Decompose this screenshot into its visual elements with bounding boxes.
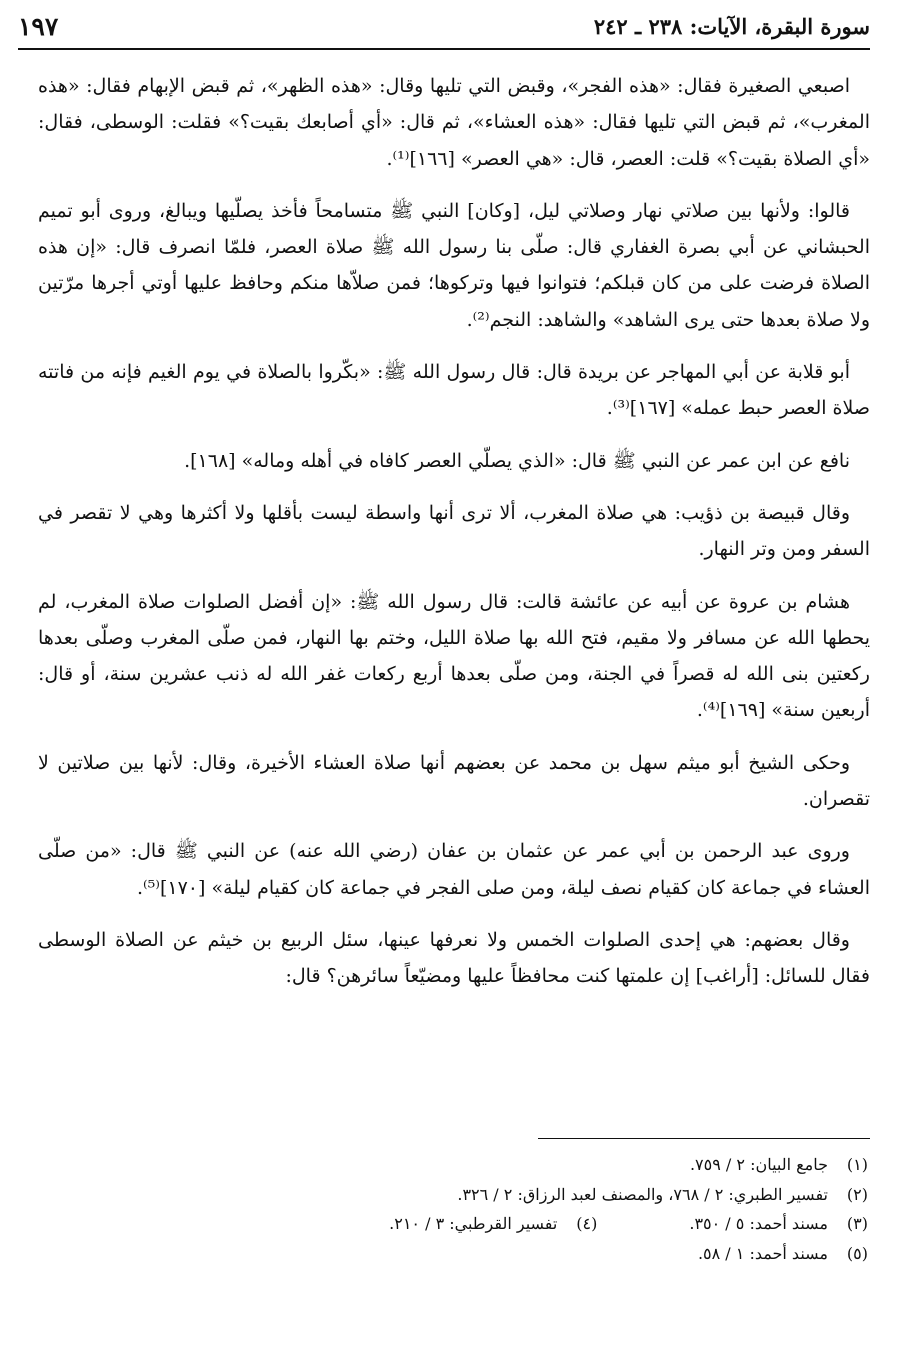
footnote-item xyxy=(38,1239,870,1269)
running-header xyxy=(18,10,870,50)
footnote-number: (٣) xyxy=(846,1214,868,1233)
paragraph: وروى عبد الرحمن بن أبي عمر عن عثمان بن عفان (رضي الله عنه) عن النبي ﷺ قال: «من صلّى العشاء في جماعة كان كقيام نصف ليلة، ومن صلى الفجر في جماعة كان كقيام ليلة» [١٧٠]⁽⁵⁾. xyxy=(38,840,870,899)
footnote-number: (٥) xyxy=(846,1243,868,1263)
footnote-number: (٤) xyxy=(576,1214,598,1233)
footnote-number: (١) xyxy=(846,1155,868,1174)
paragraph: وقال قبيصة بن ذؤيب: هي صلاة المغرب، ألا ترى أنها واسطة ليست بأقلها ولا أكثرها وهي لا تقصر في السفر ومن وتر النهار. xyxy=(38,501,870,561)
footnote-item xyxy=(38,1180,870,1210)
paragraph: هشام بن عروة عن أبيه عن عائشة قالت: قال رسول الله ﷺ: «إن أفضل الصلوات صلاة المغرب، لم يحطها الله عن مسافر ولا مقيم، فتح الله بها صلاة الليل، وختم بها النهار، فمن صلّى المغرب وصلّى بعدها ركعتين بنى الله له قصراً في الجنة، ومن صلّى بعدها أربع ركعات غفر الله له ذنب عشرين سنة، أو قال: أربعين سنة» [١٦٩]⁽⁴⁾. xyxy=(38,590,870,722)
footnote-text: مسند أحمد: ١ / ٥٨. xyxy=(697,1243,828,1263)
footnote-item xyxy=(38,1150,870,1180)
footnote-text: جامع البيان: ٢ / ٧٥٩. xyxy=(689,1155,828,1174)
footnote-text: تفسير القرطبي: ٣ / ٢١٠. xyxy=(389,1214,558,1233)
footnote-separator xyxy=(538,1138,870,1139)
page-number: ١٩٧ xyxy=(18,12,59,41)
paragraph: أبو قلابة عن أبي المهاجر عن بريدة قال: قال رسول الله ﷺ: «بكّروا بالصلاة في يوم الغيم فإنه من فاتته صلاة العصر حبط عمله» [١٦٧]⁽³⁾. xyxy=(38,361,870,420)
footnote-text: تفسير الطبري: ٢ / ٧٦٨، والمصنف لعبد الرزاق: ٢ / ٣٢٦. xyxy=(457,1184,828,1204)
main-text xyxy=(38,68,870,1011)
paragraph: وحكى الشيخ أبو ميثم سهل بن محمد عن بعضهم أنها صلاة العشاء الأخيرة، وقال: لأنها بين صلاتين لا تقصران. xyxy=(38,751,870,811)
header-title: سورة البقرة، الآيات: ٢٣٨ ـ ٢٤٢ xyxy=(593,14,870,39)
paragraph: وقال بعضهم: هي إحدى الصلوات الخمس ولا نعرفها عينها، سئل الربيع بن خيثم عن الصلاة الوسطى فقال للسائل: [أراغب] إن علمتها كنت محافظاً عليها ومضيّعاً سائرهن؟ قال: xyxy=(38,928,870,988)
footnotes xyxy=(38,1150,870,1268)
paragraph: اصبعي الصغيرة فقال: «هذه الفجر»، وقبض التي تليها وقال: «هذه الظهر»، ثم قبض الإبهام فقال: «هذه المغرب»، ثم قبض التي تليها فقال: «هذه العشاء»، ثم قال: «أي أصابعك بقيت؟» فقلت: الوسطى، فقال: «أي الصلاة بقيت؟» قلت: العصر، قال: «هي العصر» [١٦٦]⁽¹⁾. xyxy=(38,75,870,170)
paragraph: نافع عن ابن عمر عن النبي ﷺ قال: «الذي يصلّي العصر كافاه في أهله وماله» [١٦٨]. xyxy=(184,449,850,472)
footnote-item xyxy=(38,1209,870,1239)
footnote-number: (٢) xyxy=(846,1184,868,1204)
footnote-text: مسند أحمد: ٥ / ٣٥٠. xyxy=(689,1214,828,1233)
paragraph: قالوا: ولأنها بين صلاتي نهار وصلاتي ليل، [وكان] النبي ﷺ متسامحاً فأخذ يصلّيها ويبالغ، وروى أبو تميم الحبشاني عن أبي بصرة الغفاري قال: صلّى بنا رسول الله ﷺ صلاة العصر، فلمّا انصرف قال: «إن هذه الصلاة فرضت على من كان قبلكم؛ فتوانوا فيها وتركوها؛ فمن صلاّها منكم وحافظ عليها أوتي أجرها مرّتين ولا صلاة بعدها حتى يرى الشاهد» والشاهد: النجم⁽²⁾. xyxy=(38,199,870,331)
